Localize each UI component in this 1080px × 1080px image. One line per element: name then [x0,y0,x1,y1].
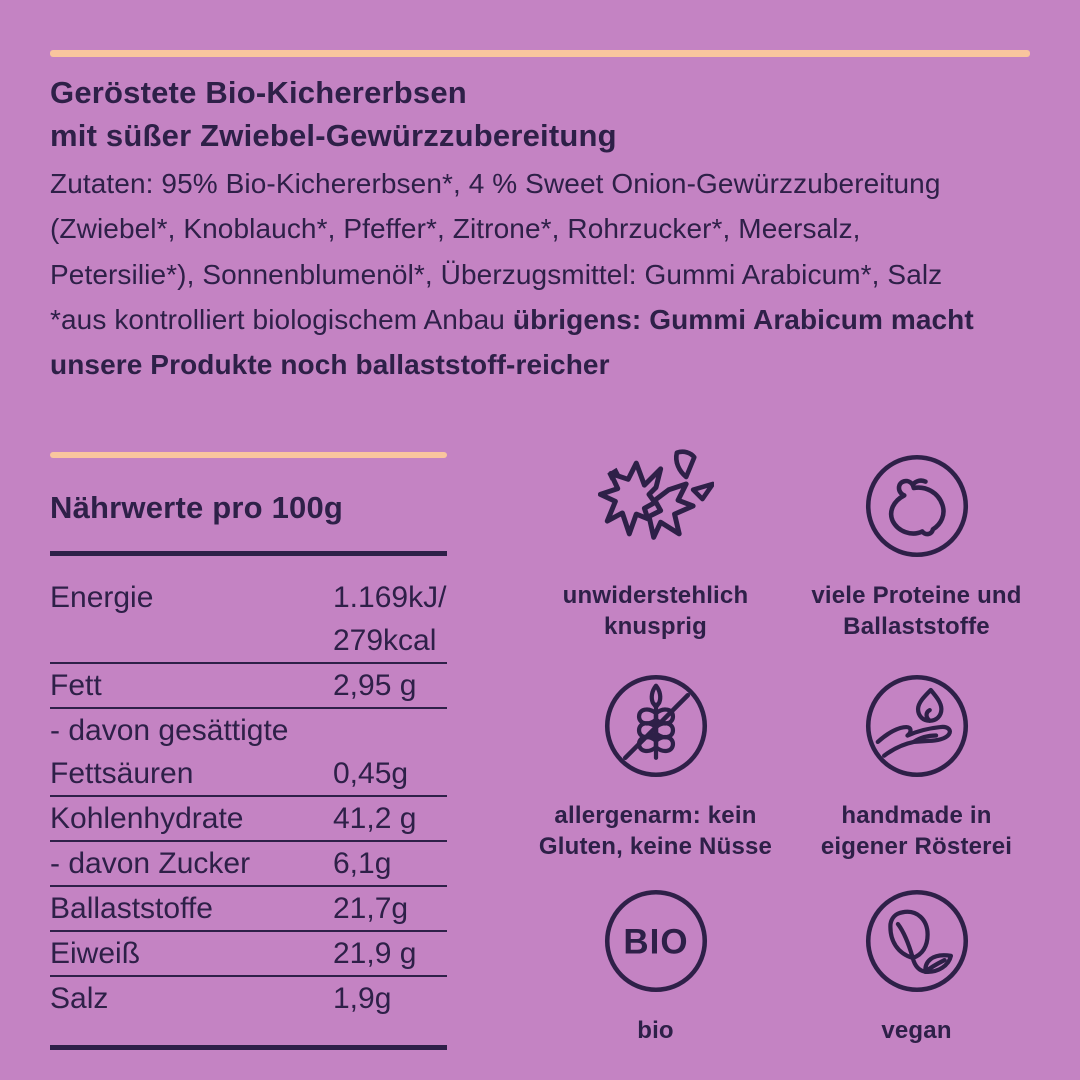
ingredients-line: Zutaten: 95% Bio-Kichererbsen*, 4 % Sweet Onion-Gewürzzubereitung [50,168,941,199]
table-row-salz: Salz 1,9g [50,981,392,1015]
feature-allergen-free [525,660,786,875]
feature-protein [786,440,1047,660]
table-row-gesaettigte-fettsaeuren: - davon gesättigte Fettsäuren 0,45g [50,709,447,797]
ingredients-line: unsere Produkte noch ballaststoff-reicher [50,349,610,381]
svg-text:BIO: BIO [622,922,689,962]
table-row-energie: Energie 1.169kJ/ 279kcal [50,576,447,664]
chickpea-circle-icon [864,440,970,572]
feature-grid [525,440,1047,1080]
ingredients-line: (Zwiebel*, Knoblauch*, Pfeffer*, Zitrone*, Rohrzucker*, Meersalz, [50,213,861,245]
nutrition-divider [50,452,447,458]
feature-label: viele Proteine und Ballaststoffe [811,582,1022,640]
table-bottom-rule [50,1045,447,1050]
top-divider [50,50,1030,57]
bio-badge-icon [603,875,709,1007]
nutrition-table [50,556,447,1020]
nutrition-panel [50,452,447,1050]
ingredients-text [50,161,1050,387]
feature-label: unwiderstehlich knusprig [562,582,749,640]
product-title-line2: mit süßer Zwiebel-Gewürzzubereitung [50,118,617,153]
feature-vegan [786,875,1047,1080]
gluten-free-icon [603,660,709,792]
feature-handmade [786,660,1047,875]
feature-crunchy [525,440,786,660]
table-row-zucker: - davon Zucker 6,1g [50,842,447,887]
nutrition-heading: Nährwerte pro 100g [50,490,344,525]
hand-chickpea-icon [864,660,970,792]
feature-label: vegan [881,1017,952,1044]
product-title [50,71,617,157]
crunch-burst-icon [598,440,714,572]
feature-bio [525,875,786,1080]
table-row-fett: Fett 2,95 g [50,664,447,709]
ingredients-line: Petersilie*), Sonnenblumenöl*, Überzugsmittel: Gummi Arabicum*, Salz [50,258,943,290]
feature-label: bio [637,1017,674,1044]
table-row-ballaststoffe: Ballaststoffe 21,7g [50,887,447,932]
table-row-kohlenhydrate: Kohlenhydrate 41,2 g [50,797,447,842]
product-title-line1: Geröstete Bio-Kichererbsen [50,75,467,110]
vegan-leaves-icon [864,875,970,1007]
ingredients-line: *aus kontrolliert biologischem Anbau übrigens: Gummi Arabicum macht [50,303,974,335]
feature-label: allergenarm: kein Gluten, keine Nüsse [538,802,773,860]
feature-label: handmade in eigener Rösterei [820,802,1013,860]
table-row-eiweiss: Eiweiß 21,9 g [50,932,447,977]
